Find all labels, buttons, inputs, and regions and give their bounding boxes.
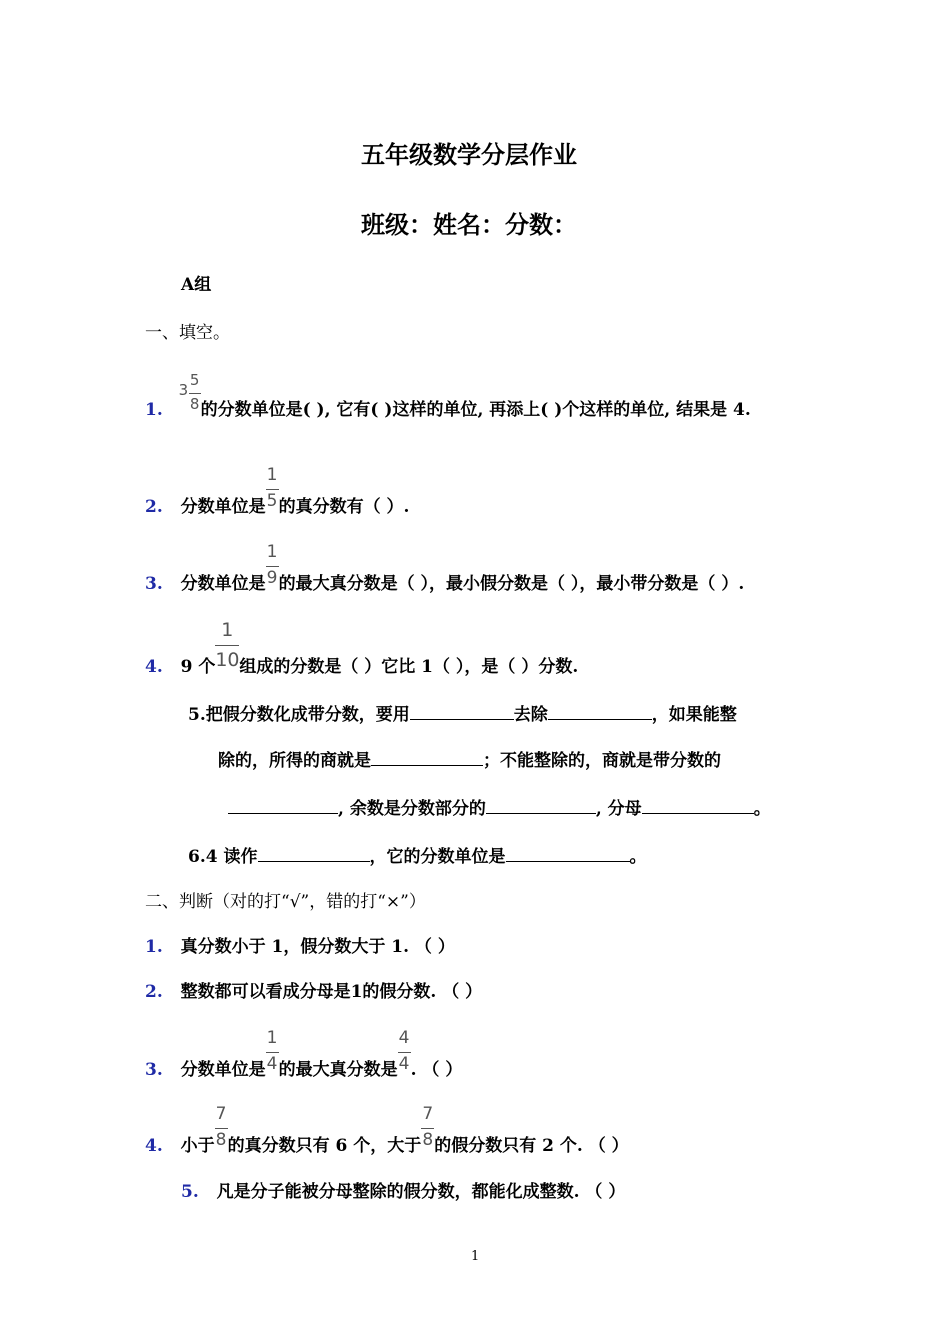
fraction — [421, 1104, 434, 1156]
fill-question-6 — [188, 842, 647, 867]
fill-question-4 — [145, 619, 579, 677]
question-number: 4. — [145, 657, 163, 677]
fraction-numerator: 4 — [398, 1028, 410, 1048]
question-number: 3. — [145, 574, 163, 594]
page-title: 五年级数学分层作业 — [361, 140, 577, 169]
fraction-denominator: 9 — [266, 568, 278, 588]
answer-blank[interactable] — [486, 799, 596, 814]
question-text-pre: 分数单位是 — [180, 497, 266, 517]
question-text: ，它的分数单位是 — [369, 847, 506, 867]
judge-question-4 — [145, 1104, 629, 1156]
question-text: 整数都可以看成分母是1的假分数. （ ） — [180, 982, 483, 1002]
student-info-line: 班级：姓名：分数： — [361, 210, 577, 239]
fraction-numerator: 1 — [266, 542, 278, 562]
fraction-numerator: 7 — [422, 1104, 434, 1124]
question-text: 6.4 读作 — [188, 847, 258, 867]
question-text-pre: 小于 — [180, 1136, 215, 1156]
answer-blank[interactable] — [228, 799, 338, 814]
fraction-denominator: 8 — [189, 395, 200, 413]
question-text: 真分数小于 1，假分数大于 1. （ ） — [180, 937, 455, 957]
fill-question-5-line-1 — [188, 700, 737, 725]
question-text: , 分母 — [595, 799, 642, 819]
fraction-denominator: 10 — [215, 649, 240, 671]
page-number: 1 — [471, 1249, 480, 1264]
question-number: 1. — [145, 400, 163, 420]
fraction-denominator: 4 — [398, 1054, 410, 1074]
question-text: ，如果能整 — [651, 705, 737, 725]
fill-question-5-line-2 — [218, 746, 721, 771]
fill-question-1 — [145, 371, 751, 420]
question-number: 1. — [145, 937, 163, 957]
question-text-post: . （ ） — [410, 1060, 463, 1080]
judge-question-1 — [145, 932, 455, 957]
answer-blank[interactable] — [410, 705, 514, 720]
question-text: ；不能整除的，商就是带分数的 — [483, 751, 721, 771]
answer-blank[interactable] — [548, 705, 652, 720]
fraction-denominator: 4 — [266, 1054, 278, 1074]
mixed-fraction — [178, 371, 201, 419]
fraction — [398, 1028, 411, 1080]
question-number: 5. — [181, 1182, 199, 1202]
question-text-pre: 分数单位是 — [180, 574, 266, 594]
question-text-post: 的假分数只有 2 个. （ ） — [434, 1136, 629, 1156]
question-text: 5.把假分数化成带分数，要用 — [188, 705, 410, 725]
fraction-numerator: 1 — [266, 1028, 278, 1048]
question-number: 2. — [145, 982, 163, 1002]
fill-question-2 — [145, 465, 410, 517]
question-number: 4. — [145, 1136, 163, 1156]
group-label: A组 — [181, 275, 212, 295]
answer-blank[interactable] — [371, 751, 483, 766]
section-fill-heading: 一、填空。 — [145, 323, 230, 343]
fraction — [266, 542, 279, 594]
question-text: 凡是分子能被分母整除的假分数，都能化成整数. （ ） — [216, 1182, 626, 1202]
fraction-numerator: 1 — [266, 465, 278, 485]
fraction — [215, 1104, 228, 1156]
question-text: , 余数是分数部分的 — [338, 799, 486, 819]
question-text-post: 的真分数有（ ）. — [278, 497, 410, 517]
question-number: 3. — [145, 1060, 163, 1080]
question-text: 。 — [629, 847, 647, 867]
question-number: 2. — [145, 497, 163, 517]
fraction-whole: 3 — [178, 381, 189, 399]
answer-blank[interactable] — [506, 847, 630, 862]
section-judge-heading: 二、判断（对的打“√”，错的打“×”） — [145, 892, 426, 912]
question-text-post: 的最大真分数是（ ），最小假分数是（ ），最小带分数是（ ）. — [278, 574, 745, 594]
answer-blank[interactable] — [642, 799, 754, 814]
fraction-numerator: 5 — [189, 371, 200, 389]
question-text: 的分数单位是( ), 它有( )这样的单位, 再添上( )个这样的单位, 结果是 4. — [200, 400, 751, 420]
question-text: 除的，所得的商就是 — [218, 751, 371, 771]
question-text: 。 — [753, 799, 771, 819]
question-text-pre: 9 个 — [180, 657, 216, 677]
fill-question-5-line-3 — [228, 794, 771, 819]
question-text-mid: 的最大真分数是 — [278, 1060, 398, 1080]
judge-question-2 — [145, 977, 482, 1002]
question-text: 去除 — [513, 705, 548, 725]
fraction-denominator: 5 — [266, 491, 278, 511]
question-text-mid: 的真分数只有 6 个，大于 — [227, 1136, 422, 1156]
fraction-numerator: 7 — [215, 1104, 227, 1124]
fill-question-3 — [145, 542, 745, 594]
fraction-denominator: 8 — [215, 1130, 227, 1150]
fraction-denominator: 8 — [422, 1130, 434, 1150]
question-text-pre: 分数单位是 — [180, 1060, 266, 1080]
fraction — [215, 619, 240, 677]
answer-blank[interactable] — [258, 847, 370, 862]
judge-question-5 — [181, 1177, 625, 1202]
judge-question-3 — [145, 1028, 463, 1080]
question-text-post: 组成的分数是（ ）它比 1（ ），是（ ）分数. — [239, 657, 579, 677]
fraction — [266, 1028, 279, 1080]
fraction-numerator: 1 — [221, 619, 234, 641]
fraction — [266, 465, 279, 517]
